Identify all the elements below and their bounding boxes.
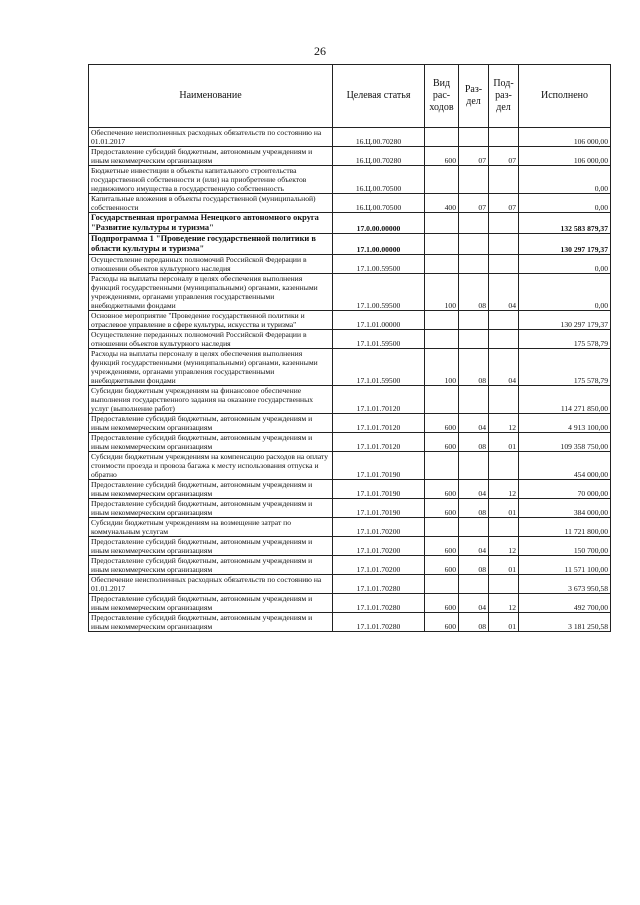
table-row <box>89 213 611 234</box>
column-header-subsection: Под-раз-дел <box>489 65 519 128</box>
row-name: Предоставление субсидий бюджетным, автономным учреждениям и иным некоммерческим организациям <box>89 414 333 433</box>
row-expense-kind <box>425 255 459 274</box>
row-subsection: 12 <box>489 594 519 613</box>
row-target-code: 17.1.00.00000 <box>333 234 425 255</box>
row-amount: 175 578,79 <box>519 349 611 386</box>
row-name: Расходы на выплаты персоналу в целях обеспечения выполнения функций государственными (муниципальными) органами, казенными учреждениями, органами управления государственными внебюджетными фондами <box>89 274 333 311</box>
row-amount: 3 673 950,58 <box>519 575 611 594</box>
row-section <box>459 234 489 255</box>
row-amount: 0,00 <box>519 274 611 311</box>
row-amount: 114 271 850,00 <box>519 386 611 414</box>
row-expense-kind: 600 <box>425 594 459 613</box>
row-amount: 175 578,79 <box>519 330 611 349</box>
table-row <box>89 452 611 480</box>
row-amount: 70 000,00 <box>519 480 611 499</box>
row-name: Подпрограмма 1 "Проведение государственной политики в области культуры и туризма" <box>89 234 333 255</box>
row-amount: 0,00 <box>519 194 611 213</box>
row-target-code: 17.1.01.70280 <box>333 594 425 613</box>
row-amount: 0,00 <box>519 166 611 194</box>
row-expense-kind: 600 <box>425 499 459 518</box>
row-section: 08 <box>459 499 489 518</box>
row-expense-kind: 100 <box>425 274 459 311</box>
row-expense-kind <box>425 330 459 349</box>
row-subsection: 07 <box>489 147 519 166</box>
row-expense-kind: 600 <box>425 433 459 452</box>
row-target-code: 17.1.01.70200 <box>333 518 425 537</box>
row-section: 08 <box>459 349 489 386</box>
table-row <box>89 128 611 147</box>
row-amount: 11 571 100,00 <box>519 556 611 575</box>
row-target-code: 17.1.01.70120 <box>333 414 425 433</box>
row-name: Основное мероприятие "Проведение государственной политики и отраслевое управление в сфере культуры, искусства и туризма" <box>89 311 333 330</box>
row-amount: 384 000,00 <box>519 499 611 518</box>
row-expense-kind <box>425 575 459 594</box>
row-subsection <box>489 386 519 414</box>
row-subsection <box>489 255 519 274</box>
table-row <box>89 433 611 452</box>
row-expense-kind <box>425 452 459 480</box>
table-row <box>89 499 611 518</box>
row-amount: 11 721 800,00 <box>519 518 611 537</box>
row-name: Обеспечение неисполненных расходных обязательств по состоянию на 01.01.2017 <box>89 575 333 594</box>
row-target-code: 17.1.01.70190 <box>333 480 425 499</box>
row-subsection <box>489 166 519 194</box>
row-name: Субсидии бюджетным учреждениям на финансовое обеспечение выполнения государственного задания на оказание государственных услуг (выполнение работ) <box>89 386 333 414</box>
row-section <box>459 386 489 414</box>
row-expense-kind: 600 <box>425 537 459 556</box>
row-target-code: 17.1.01.70190 <box>333 499 425 518</box>
row-section: 04 <box>459 480 489 499</box>
row-amount: 106 000,00 <box>519 147 611 166</box>
table-row <box>89 414 611 433</box>
row-subsection <box>489 518 519 537</box>
row-name: Расходы на выплаты персоналу в целях обеспечения выполнения функций государственными (муниципальными) органами, казенными учреждениями, органами управления государственными внебюджетными фондами <box>89 349 333 386</box>
row-amount: 130 297 179,37 <box>519 234 611 255</box>
table-row <box>89 594 611 613</box>
row-target-code: 17.1.01.70200 <box>333 537 425 556</box>
row-subsection: 01 <box>489 556 519 575</box>
row-subsection: 01 <box>489 433 519 452</box>
row-amount: 454 000,00 <box>519 452 611 480</box>
row-target-code: 16.Ц.00.70280 <box>333 147 425 166</box>
row-subsection: 01 <box>489 499 519 518</box>
row-amount: 3 181 250,58 <box>519 613 611 632</box>
row-name: Осуществление переданных полномочий Российской Федерации в отношении объектов культурного наследия <box>89 255 333 274</box>
row-target-code: 17.1.01.70280 <box>333 575 425 594</box>
row-name: Предоставление субсидий бюджетным, автономным учреждениям и иным некоммерческим организациям <box>89 433 333 452</box>
row-amount: 150 700,00 <box>519 537 611 556</box>
row-amount: 0,00 <box>519 255 611 274</box>
row-target-code: 16.Ц.00.70500 <box>333 166 425 194</box>
row-section <box>459 311 489 330</box>
column-header-kind: Вид рас-ходов <box>425 65 459 128</box>
row-amount: 106 000,00 <box>519 128 611 147</box>
row-target-code: 17.0.00.00000 <box>333 213 425 234</box>
row-target-code: 16.Ц.00.70280 <box>333 128 425 147</box>
row-section <box>459 575 489 594</box>
row-expense-kind <box>425 386 459 414</box>
row-target-code: 17.1.01.70190 <box>333 452 425 480</box>
column-header-target: Целевая статья <box>333 65 425 128</box>
row-subsection <box>489 330 519 349</box>
table-row <box>89 349 611 386</box>
row-section <box>459 518 489 537</box>
table-row <box>89 518 611 537</box>
row-amount: 4 913 100,00 <box>519 414 611 433</box>
row-subsection <box>489 575 519 594</box>
row-amount: 109 358 750,00 <box>519 433 611 452</box>
column-header-section: Раз-дел <box>459 65 489 128</box>
row-name: Предоставление субсидий бюджетным, автономным учреждениям и иным некоммерческим организациям <box>89 594 333 613</box>
row-section: 04 <box>459 414 489 433</box>
table-row <box>89 166 611 194</box>
row-expense-kind: 400 <box>425 194 459 213</box>
row-section <box>459 128 489 147</box>
row-section <box>459 452 489 480</box>
row-name: Предоставление субсидий бюджетным, автономным учреждениям и иным некоммерческим организациям <box>89 147 333 166</box>
row-target-code: 17.1.01.70120 <box>333 386 425 414</box>
row-name: Субсидии бюджетным учреждениям на возмещение затрат по коммунальным услугам <box>89 518 333 537</box>
row-name: Обеспечение неисполненных расходных обязательств по состоянию на 01.01.2017 <box>89 128 333 147</box>
row-name: Предоставление субсидий бюджетным, автономным учреждениям и иным некоммерческим организациям <box>89 613 333 632</box>
row-subsection <box>489 234 519 255</box>
row-target-code: 17.1.01.00000 <box>333 311 425 330</box>
table-row <box>89 234 611 255</box>
row-section: 07 <box>459 147 489 166</box>
row-section: 07 <box>459 194 489 213</box>
row-target-code: 17.1.01.70280 <box>333 613 425 632</box>
table-row <box>89 311 611 330</box>
row-expense-kind <box>425 311 459 330</box>
row-subsection <box>489 311 519 330</box>
row-expense-kind: 600 <box>425 147 459 166</box>
row-section: 08 <box>459 613 489 632</box>
table-row <box>89 537 611 556</box>
table-row <box>89 194 611 213</box>
row-expense-kind: 600 <box>425 414 459 433</box>
row-name: Капитальные вложения в объекты государственной (муниципальной) собственности <box>89 194 333 213</box>
row-amount: 492 700,00 <box>519 594 611 613</box>
table-header-row <box>89 65 611 128</box>
row-target-code: 17.1.00.59500 <box>333 274 425 311</box>
row-section: 08 <box>459 556 489 575</box>
row-target-code: 17.1.01.70120 <box>333 433 425 452</box>
row-subsection: 12 <box>489 414 519 433</box>
row-subsection: 01 <box>489 613 519 632</box>
table-row <box>89 274 611 311</box>
row-target-code: 17.1.01.70200 <box>333 556 425 575</box>
row-name: Осуществление переданных полномочий Российской Федерации в отношении объектов культурного наследия <box>89 330 333 349</box>
table-row <box>89 255 611 274</box>
row-expense-kind <box>425 128 459 147</box>
row-subsection <box>489 213 519 234</box>
row-expense-kind: 100 <box>425 349 459 386</box>
row-subsection <box>489 128 519 147</box>
row-target-code: 17.1.00.59500 <box>333 255 425 274</box>
row-amount: 132 583 879,37 <box>519 213 611 234</box>
row-expense-kind: 600 <box>425 480 459 499</box>
table-row <box>89 575 611 594</box>
row-expense-kind <box>425 213 459 234</box>
table-row <box>89 480 611 499</box>
table-row <box>89 330 611 349</box>
row-section <box>459 255 489 274</box>
table-row <box>89 613 611 632</box>
row-section: 08 <box>459 274 489 311</box>
row-subsection: 04 <box>489 349 519 386</box>
row-subsection: 04 <box>489 274 519 311</box>
row-section: 04 <box>459 537 489 556</box>
budget-table <box>88 64 611 632</box>
column-header-executed: Исполнено <box>519 65 611 128</box>
row-section <box>459 330 489 349</box>
row-expense-kind: 600 <box>425 613 459 632</box>
table-row <box>89 386 611 414</box>
table-row <box>89 556 611 575</box>
row-subsection: 12 <box>489 537 519 556</box>
row-target-code: 17.1.01.59500 <box>333 349 425 386</box>
row-section <box>459 166 489 194</box>
column-header-name: Наименование <box>89 65 333 128</box>
row-section: 08 <box>459 433 489 452</box>
row-subsection <box>489 452 519 480</box>
row-expense-kind: 600 <box>425 556 459 575</box>
row-name: Субсидии бюджетным учреждениям на компенсацию расходов на оплату стоимости проезда и провоза багажа к месту использования отпуска и обратно <box>89 452 333 480</box>
row-expense-kind <box>425 518 459 537</box>
row-subsection: 12 <box>489 480 519 499</box>
table-body <box>89 128 611 632</box>
row-name: Предоставление субсидий бюджетным, автономным учреждениям и иным некоммерческим организациям <box>89 499 333 518</box>
row-name: Государственная программа Ненецкого автономного округа "Развитие культуры и туризма" <box>89 213 333 234</box>
row-expense-kind <box>425 234 459 255</box>
page-number: 26 <box>314 44 326 58</box>
row-name: Предоставление субсидий бюджетным, автономным учреждениям и иным некоммерческим организациям <box>89 537 333 556</box>
row-subsection: 07 <box>489 194 519 213</box>
row-amount: 130 297 179,37 <box>519 311 611 330</box>
row-name: Предоставление субсидий бюджетным, автономным учреждениям и иным некоммерческим организациям <box>89 480 333 499</box>
row-section: 04 <box>459 594 489 613</box>
row-target-code: 16.Ц.00.70500 <box>333 194 425 213</box>
row-target-code: 17.1.01.59500 <box>333 330 425 349</box>
table-row <box>89 147 611 166</box>
row-name: Предоставление субсидий бюджетным, автономным учреждениям и иным некоммерческим организациям <box>89 556 333 575</box>
row-name: Бюджетные инвестиции в объекты капитального строительства государственной собственности и (или) на приобретение объектов недвижимого имущества в государственную собственность <box>89 166 333 194</box>
row-section <box>459 213 489 234</box>
row-expense-kind <box>425 166 459 194</box>
